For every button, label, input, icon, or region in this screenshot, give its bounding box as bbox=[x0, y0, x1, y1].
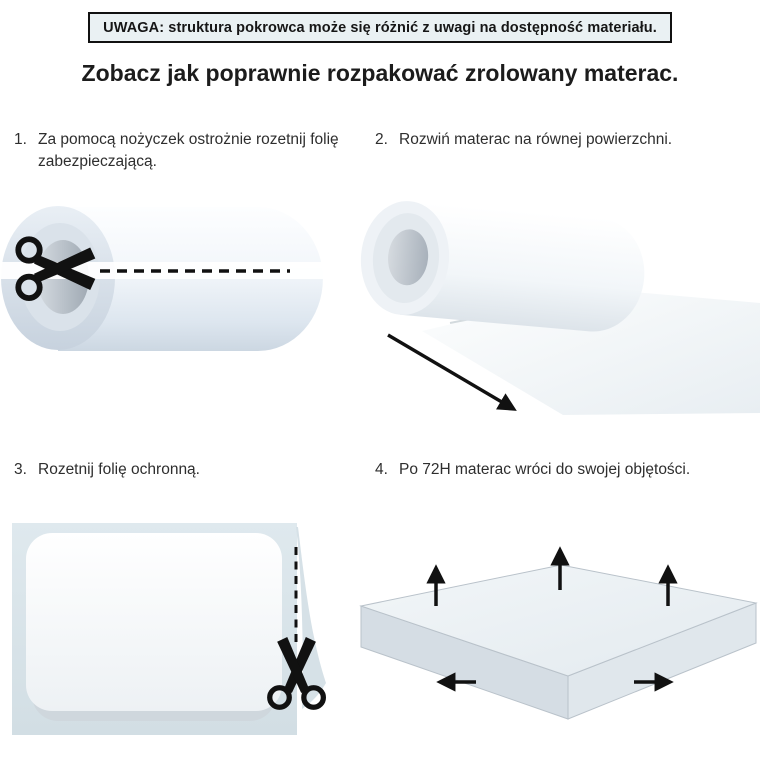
step-1-caption bbox=[14, 129, 346, 173]
step-4-caption bbox=[375, 459, 757, 481]
step-2-text: Rozwiń materac na równej powierzchni. bbox=[399, 131, 673, 148]
notice-banner bbox=[88, 12, 672, 43]
step-3-caption bbox=[14, 459, 346, 481]
step-1-number: 1. bbox=[14, 131, 27, 148]
step-4-text: Po 72H materac wróci do swojej objętości. bbox=[399, 461, 691, 478]
step-3-number: 3. bbox=[14, 461, 27, 478]
mattress-roll bbox=[360, 197, 649, 335]
step-4-number: 4. bbox=[375, 461, 388, 478]
step-2-caption bbox=[375, 129, 757, 151]
step-1-illustration bbox=[0, 193, 335, 393]
flat-mattress bbox=[26, 533, 282, 721]
page-title: Zobacz jak poprawnie rozpakować zrolowany materac. bbox=[81, 60, 679, 86]
step-2-number: 2. bbox=[375, 131, 388, 148]
step-4-illustration bbox=[358, 506, 760, 760]
step-3-text: Rozetnij folię ochronną. bbox=[38, 461, 200, 478]
step-2-illustration bbox=[360, 163, 760, 425]
step-3-illustration bbox=[8, 515, 343, 743]
step-1-text: Za pomocą nożyczek ostrożnie rozetnij folię zabezpieczającą. bbox=[38, 131, 339, 170]
notice-text: UWAGA: struktura pokrowca może się różnić z uwagi na dostępność materiału. bbox=[103, 19, 657, 36]
